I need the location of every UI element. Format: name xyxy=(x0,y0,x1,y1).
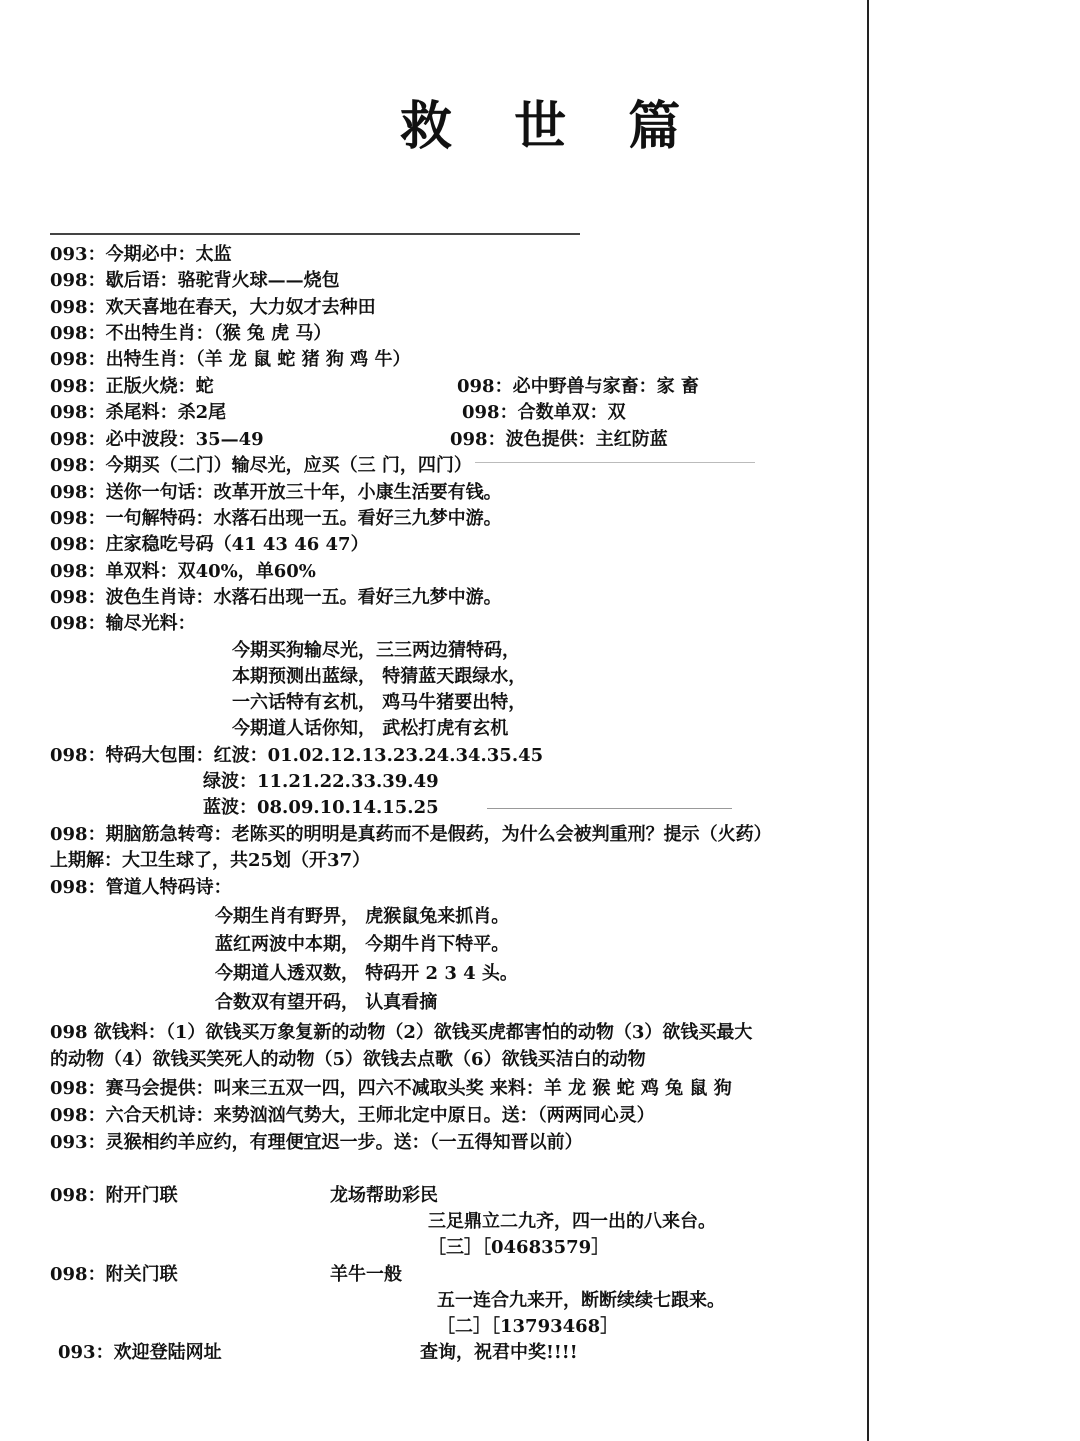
line-open-couplet-answer: 龙场帮助彩民 xyxy=(330,1185,438,1206)
line-six-poem: 098：六合天机诗：来势汹汹气势大，王师北定中原日。送：（两两同心灵） xyxy=(50,1105,655,1126)
poem2-line-3: 今期道人透双数， 特码开 2 3 4 头。 xyxy=(215,963,518,984)
line-close-couplet: 098：附关门联 xyxy=(50,1264,178,1285)
line-last-answer: 上期解：大卫生球了，共25划（开37） xyxy=(50,850,371,871)
line-range: 098：必中波段：35—49 xyxy=(50,429,264,450)
poem2-line-4: 合数双有望开码， 认真看摘 xyxy=(215,992,438,1013)
top-scan-line xyxy=(50,233,580,235)
scan-streak xyxy=(475,462,755,463)
line-congrats: 查询，祝君中奖!!!! xyxy=(420,1342,578,1363)
line-red-wave: 098：特码大包围：红波：01.02.12.13.23.24.34.35.45 xyxy=(50,745,544,766)
line-color-poem: 098：波色生肖诗：水落石出现一五。看好三九梦中游。 xyxy=(50,587,502,608)
line-monkey-goat: 093：灵猴相约羊应约，有理便宜迟一步。送：（一五得知晋以前） xyxy=(50,1132,583,1153)
line-color: 098：波色提供：主红防蓝 xyxy=(450,429,668,450)
line-kill-tail: 098：杀尾料：杀2尾 xyxy=(50,402,227,423)
poem2-line-1: 今期生肖有野畀， 虎猴鼠兔来抓肖。 xyxy=(215,906,510,927)
line-horse-club: 098：赛马会提供：叫来三五双一四，四六不减取头奖 来料：羊 龙 猴 蛇 鸡 兔 鼠 狗 xyxy=(50,1078,732,1099)
line-open-couplet-text: 三足鼎立二九齐，四一出的八来台。 xyxy=(428,1211,716,1232)
line-spring: 098：欢天喜地在春天，大力奴才去种田 xyxy=(50,297,376,318)
line-must-hit: 093：今期必中：太监 xyxy=(50,244,232,265)
line-wish-money-1: 098 欲钱料：（1）欲钱买万象复新的动物（2）欲钱买虎都害怕的动物（3）欲钱买最大 xyxy=(50,1022,753,1043)
line-not-special: 098：不出特生肖：（猴 兔 虎 马） xyxy=(50,323,332,344)
line-banker-numbers: 098：庄家稳吃号码（41 43 46 47） xyxy=(50,534,369,555)
scan-streak xyxy=(487,808,732,809)
vertical-rule xyxy=(867,0,869,1441)
page-title: 救 世 篇 xyxy=(400,96,703,157)
poem2-line-2: 蓝红两波中本期， 今期牛肖下特平。 xyxy=(215,934,510,955)
poem1-line-1: 今期买狗输尽光，三三两边猜特码， xyxy=(232,640,520,661)
line-odd-even-sum: 098：合数单双：双 xyxy=(462,402,626,423)
poem1-line-4: 今期道人话你知， 武松打虎有玄机 xyxy=(232,718,509,739)
line-taoist-poem: 098：管道人特码诗： xyxy=(50,877,232,898)
line-close-couplet-answer: 羊牛一般 xyxy=(330,1264,402,1285)
line-riddle: 098：歇后语：骆驼背火球——烧包 xyxy=(50,270,340,291)
line-blue-wave: 蓝波：08.09.10.14.15.25 xyxy=(203,797,439,818)
line-brain-teaser: 098：期脑筋急转弯：老陈买的明明是真药而不是假药，为什么会被判重刑？提示（火药） xyxy=(50,824,772,845)
line-close-couplet-text: 五一连合九来开，断断续续七跟来。 xyxy=(437,1290,725,1311)
line-open-couplet-code: ［三］［04683579］ xyxy=(428,1237,610,1258)
line-fire: 098：正版火烧：蛇 xyxy=(50,376,214,397)
line-green-wave: 绿波：11.21.22.33.39.49 xyxy=(203,771,439,792)
line-welcome: 093：欢迎登陆网址 xyxy=(58,1342,222,1363)
line-wish-money-2: 的动物（4）欲钱买笑死人的动物（5）欲钱去点歌（6）欲钱买洁白的动物 xyxy=(50,1049,646,1070)
line-lose-all: 098：输尽光料： xyxy=(50,613,196,634)
line-close-couplet-code: ［二］［13793468］ xyxy=(437,1316,619,1337)
line-odd-even: 098：单双料：双40%，单60% xyxy=(50,561,316,582)
line-open-couplet: 098：附开门联 xyxy=(50,1185,178,1206)
line-sentence: 098：送你一句话：改革开放三十年，小康生活要有钱。 xyxy=(50,482,502,503)
poem1-line-2: 本期预测出蓝绿， 特猜蓝天跟绿水， xyxy=(232,666,527,687)
line-one-sentence-code: 098：一句解特码：水落石出现一五。看好三九梦中游。 xyxy=(50,508,502,529)
line-doors: 098：今期买（二门）输尽光，应买（三 门，四门） xyxy=(50,455,472,476)
poem1-line-3: 一六话特有玄机， 鸡马牛猪要出特， xyxy=(232,692,527,713)
line-special-zodiac: 098：出特生肖：（羊 龙 鼠 蛇 猪 狗 鸡 牛） xyxy=(50,349,411,370)
line-beast-domestic: 098：必中野兽与家畜：家 畜 xyxy=(457,376,699,397)
